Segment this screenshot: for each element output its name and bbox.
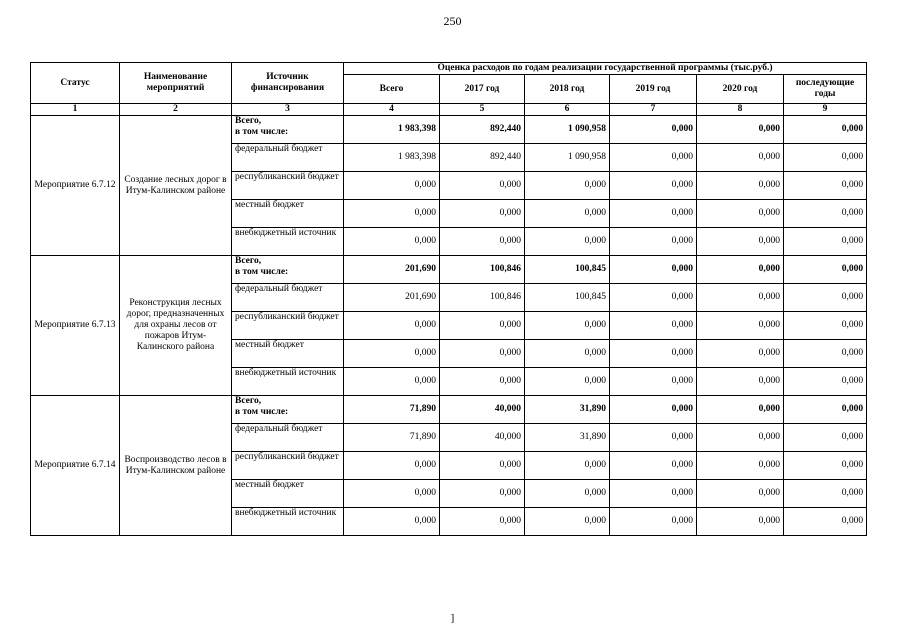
amount-cell: 0,000 bbox=[344, 200, 440, 228]
amount-cell: 0,000 bbox=[440, 172, 525, 200]
funding-source: внебюджетный источник bbox=[232, 368, 344, 396]
amount-cell: 0,000 bbox=[784, 256, 867, 284]
amount-cell: 892,440 bbox=[440, 144, 525, 172]
funding-source: Всего, в том числе: bbox=[232, 116, 344, 144]
activity-status: Мероприятие 6.7.12 bbox=[31, 116, 120, 256]
amount-cell: 0,000 bbox=[610, 116, 697, 144]
amount-cell: 100,846 bbox=[440, 284, 525, 312]
amount-cell: 0,000 bbox=[525, 200, 610, 228]
amount-cell: 0,000 bbox=[440, 452, 525, 480]
amount-cell: 0,000 bbox=[697, 508, 784, 536]
activity-name: Реконструкция лесных дорог, предназначенных для охраны лесов от пожаров Итум-Калинского района bbox=[120, 256, 232, 396]
amount-cell: 0,000 bbox=[344, 368, 440, 396]
amount-cell: 0,000 bbox=[697, 312, 784, 340]
amount-cell: 0,000 bbox=[610, 480, 697, 508]
amount-cell: 0,000 bbox=[610, 452, 697, 480]
amount-cell: 71,890 bbox=[344, 424, 440, 452]
column-number: 6 bbox=[525, 104, 610, 116]
funding-source: местный бюджет bbox=[232, 480, 344, 508]
amount-cell: 201,690 bbox=[344, 256, 440, 284]
amount-cell: 0,000 bbox=[784, 396, 867, 424]
column-number: 9 bbox=[784, 104, 867, 116]
header-estimate: Оценка расходов по годам реализации государственной программы (тыс.руб.) bbox=[344, 63, 867, 75]
amount-cell: 0,000 bbox=[525, 480, 610, 508]
amount-cell: 100,846 bbox=[440, 256, 525, 284]
header-year: 2020 год bbox=[697, 75, 784, 104]
table-row bbox=[31, 396, 867, 424]
amount-cell: 0,000 bbox=[697, 340, 784, 368]
funding-source: республиканский бюджет bbox=[232, 452, 344, 480]
amount-cell: 201,690 bbox=[344, 284, 440, 312]
header-year: 2019 год bbox=[610, 75, 697, 104]
amount-cell: 71,890 bbox=[344, 396, 440, 424]
amount-cell: 0,000 bbox=[697, 144, 784, 172]
amount-cell: 0,000 bbox=[784, 172, 867, 200]
amount-cell: 0,000 bbox=[610, 368, 697, 396]
header-year: 2018 год bbox=[525, 75, 610, 104]
amount-cell: 1 983,398 bbox=[344, 116, 440, 144]
amount-cell: 0,000 bbox=[697, 116, 784, 144]
amount-cell: 0,000 bbox=[784, 340, 867, 368]
amount-cell: 0,000 bbox=[344, 172, 440, 200]
table-row bbox=[31, 256, 867, 284]
amount-cell: 0,000 bbox=[784, 284, 867, 312]
funding-source: внебюджетный источник bbox=[232, 508, 344, 536]
amount-cell: 0,000 bbox=[697, 452, 784, 480]
amount-cell: 40,000 bbox=[440, 396, 525, 424]
footer-mark: ] bbox=[450, 612, 455, 624]
amount-cell: 0,000 bbox=[525, 312, 610, 340]
amount-cell: 0,000 bbox=[697, 172, 784, 200]
amount-cell: 0,000 bbox=[525, 228, 610, 256]
column-number: 7 bbox=[610, 104, 697, 116]
funding-source: Всего, в том числе: bbox=[232, 256, 344, 284]
amount-cell: 0,000 bbox=[344, 228, 440, 256]
header-year: 2017 год bbox=[440, 75, 525, 104]
amount-cell: 1 090,958 bbox=[525, 144, 610, 172]
amount-cell: 0,000 bbox=[344, 480, 440, 508]
activity-name: Воспроизводство лесов в Итум-Калинском районе bbox=[120, 396, 232, 536]
amount-cell: 0,000 bbox=[440, 340, 525, 368]
amount-cell: 0,000 bbox=[784, 452, 867, 480]
activity-status: Мероприятие 6.7.14 bbox=[31, 396, 120, 536]
amount-cell: 0,000 bbox=[784, 116, 867, 144]
activity-status: Мероприятие 6.7.13 bbox=[31, 256, 120, 396]
amount-cell: 0,000 bbox=[784, 312, 867, 340]
header-status: Статус bbox=[31, 63, 120, 104]
column-number: 1 bbox=[31, 104, 120, 116]
table-row bbox=[31, 116, 867, 144]
amount-cell: 0,000 bbox=[697, 480, 784, 508]
funding-source: внебюджетный источник bbox=[232, 228, 344, 256]
amount-cell: 40,000 bbox=[440, 424, 525, 452]
column-number: 2 bbox=[120, 104, 232, 116]
amount-cell: 0,000 bbox=[525, 368, 610, 396]
amount-cell: 0,000 bbox=[784, 144, 867, 172]
amount-cell: 0,000 bbox=[784, 424, 867, 452]
amount-cell: 100,845 bbox=[525, 284, 610, 312]
funding-source: республиканский бюджет bbox=[232, 172, 344, 200]
amount-cell: 0,000 bbox=[610, 312, 697, 340]
amount-cell: 0,000 bbox=[525, 340, 610, 368]
amount-cell: 892,440 bbox=[440, 116, 525, 144]
amount-cell: 0,000 bbox=[610, 424, 697, 452]
amount-cell: 1 090,958 bbox=[525, 116, 610, 144]
amount-cell: 0,000 bbox=[344, 508, 440, 536]
amount-cell: 0,000 bbox=[697, 200, 784, 228]
amount-cell: 0,000 bbox=[610, 172, 697, 200]
funding-source: местный бюджет bbox=[232, 340, 344, 368]
header-activity-name: Наименование мероприятий bbox=[120, 63, 232, 104]
amount-cell: 0,000 bbox=[525, 452, 610, 480]
amount-cell: 0,000 bbox=[344, 340, 440, 368]
amount-cell: 0,000 bbox=[784, 228, 867, 256]
column-number: 3 bbox=[232, 104, 344, 116]
amount-cell: 0,000 bbox=[610, 200, 697, 228]
funding-source: федеральный бюджет bbox=[232, 284, 344, 312]
amount-cell: 0,000 bbox=[440, 508, 525, 536]
amount-cell: 0,000 bbox=[525, 508, 610, 536]
amount-cell: 0,000 bbox=[784, 508, 867, 536]
amount-cell: 0,000 bbox=[697, 424, 784, 452]
funding-source: Всего, в том числе: bbox=[232, 396, 344, 424]
amount-cell: 0,000 bbox=[440, 228, 525, 256]
amount-cell: 31,890 bbox=[525, 396, 610, 424]
page-number: 250 bbox=[443, 14, 462, 28]
amount-cell: 0,000 bbox=[440, 200, 525, 228]
header-year: Всего bbox=[344, 75, 440, 104]
amount-cell: 0,000 bbox=[784, 368, 867, 396]
amount-cell: 0,000 bbox=[440, 480, 525, 508]
amount-cell: 0,000 bbox=[525, 172, 610, 200]
amount-cell: 0,000 bbox=[697, 228, 784, 256]
amount-cell: 0,000 bbox=[344, 452, 440, 480]
amount-cell: 100,845 bbox=[525, 256, 610, 284]
amount-cell: 0,000 bbox=[697, 284, 784, 312]
amount-cell: 0,000 bbox=[440, 368, 525, 396]
amount-cell: 0,000 bbox=[610, 144, 697, 172]
amount-cell: 0,000 bbox=[697, 256, 784, 284]
column-number: 4 bbox=[344, 104, 440, 116]
amount-cell: 0,000 bbox=[610, 256, 697, 284]
amount-cell: 0,000 bbox=[610, 396, 697, 424]
activity-name: Создание лесных дорог в Итум-Калинском районе bbox=[120, 116, 232, 256]
amount-cell: 0,000 bbox=[784, 200, 867, 228]
amount-cell: 0,000 bbox=[697, 368, 784, 396]
funding-source: местный бюджет bbox=[232, 200, 344, 228]
funding-source: федеральный бюджет bbox=[232, 424, 344, 452]
amount-cell: 0,000 bbox=[344, 312, 440, 340]
funding-source: федеральный бюджет bbox=[232, 144, 344, 172]
column-number: 8 bbox=[697, 104, 784, 116]
header-funding-source: Источник финансирования bbox=[232, 63, 344, 104]
header-year: последующие годы bbox=[784, 75, 867, 104]
expenditure-table bbox=[30, 62, 867, 536]
amount-cell: 0,000 bbox=[610, 340, 697, 368]
amount-cell: 0,000 bbox=[440, 312, 525, 340]
amount-cell: 0,000 bbox=[610, 228, 697, 256]
amount-cell: 0,000 bbox=[697, 396, 784, 424]
amount-cell: 0,000 bbox=[784, 480, 867, 508]
amount-cell: 0,000 bbox=[610, 284, 697, 312]
table-body bbox=[31, 116, 867, 536]
column-number: 5 bbox=[440, 104, 525, 116]
amount-cell: 31,890 bbox=[525, 424, 610, 452]
amount-cell: 0,000 bbox=[610, 508, 697, 536]
amount-cell: 1 983,398 bbox=[344, 144, 440, 172]
funding-source: республиканский бюджет bbox=[232, 312, 344, 340]
